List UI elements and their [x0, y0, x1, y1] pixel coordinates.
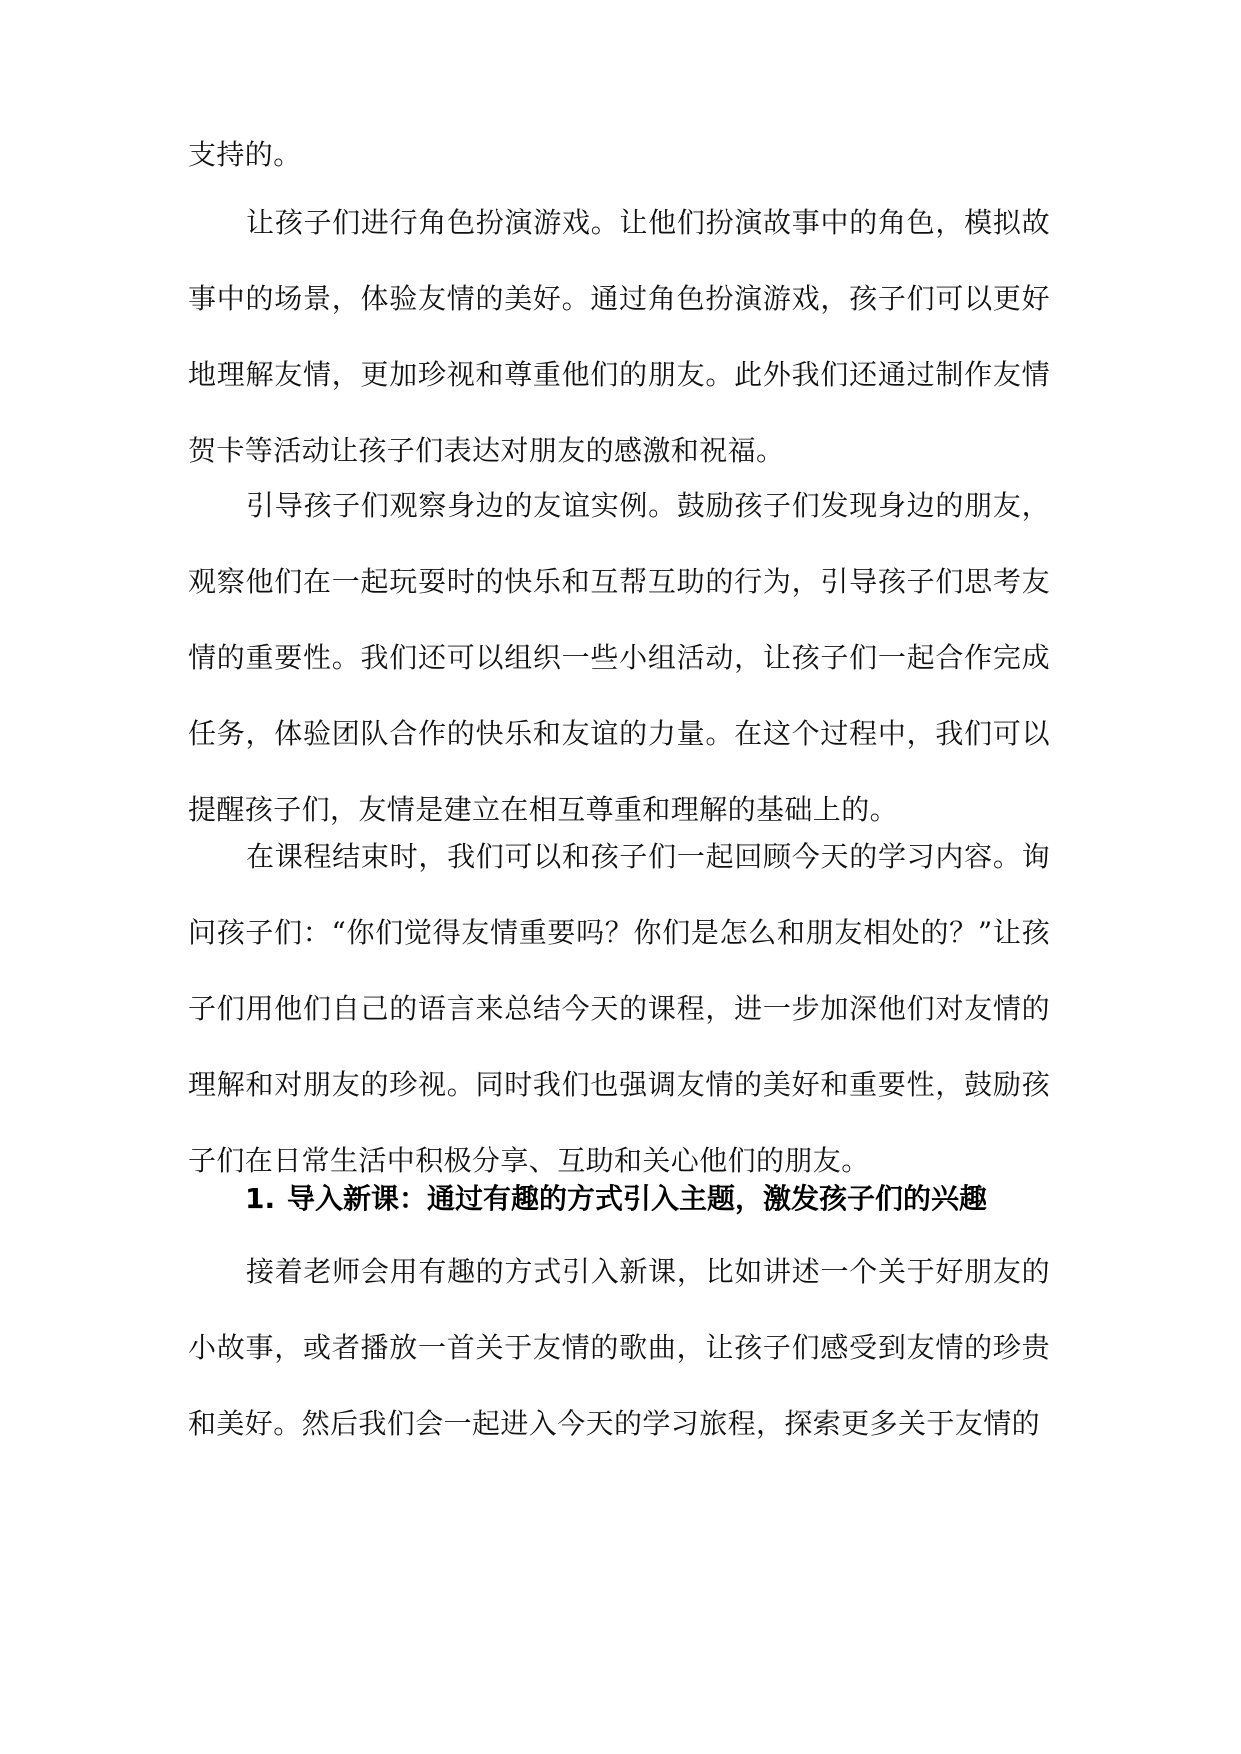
heading-number: 1. — [245, 1182, 276, 1215]
section-heading — [245, 1161, 1085, 1237]
paragraph-introduce-lesson: 接着老师会用有趣的方式引入新课，比如讲述一个关于好朋友的小故事，或者播放一首关于友情的歌曲，让孩子们感受到友情的珍贵和美好。然后我们会一起进入今天的学习旅程，探索更多关于友情的 — [188, 1255, 1050, 1440]
paragraph-continuation: 支持的。 — [188, 138, 302, 171]
paragraph-observe-friendship: 引导孩子们观察身边的友谊实例。鼓励孩子们发现身边的朋友，观察他们在一起玩耍时的快乐和互帮互助的行为，引导孩子们思考友情的重要性。我们还可以组织一些小组活动，让孩子们一起合作完成任务，体验团队合作的快乐和友谊的力量。在这个过程中，我们可以提醒孩子们，友情是建立在相互尊重和理解的基础上的。 — [188, 489, 1050, 826]
paragraph-course-review: 在课程结束时，我们可以和孩子们一起回顾今天的学习内容。询问孩子们：“你们觉得友情重要吗？你们是怎么和朋友相处的？”让孩子们用他们自己的语言来总结今天的课程，进一步加深他们对友情的理解和对朋友的珍视。同时我们也强调友情的美好和重要性，鼓励孩子们在日常生活中积极分享、互助和关心他们的朋友。 — [188, 840, 1050, 1177]
paragraph-role-play: 让孩子们进行角色扮演游戏。让他们扮演故事中的角色，模拟故事中的场景，体验友情的美好。通过角色扮演游戏，孩子们可以更好地理解友情，更加珍视和尊重他们的朋友。此外我们还通过制作友情贺卡等活动让孩子们表达对朋友的感激和祝福。 — [188, 206, 1050, 467]
heading-text: 导入新课：通过有趣的方式引入主题，激发孩子们的兴趣 — [287, 1182, 988, 1215]
